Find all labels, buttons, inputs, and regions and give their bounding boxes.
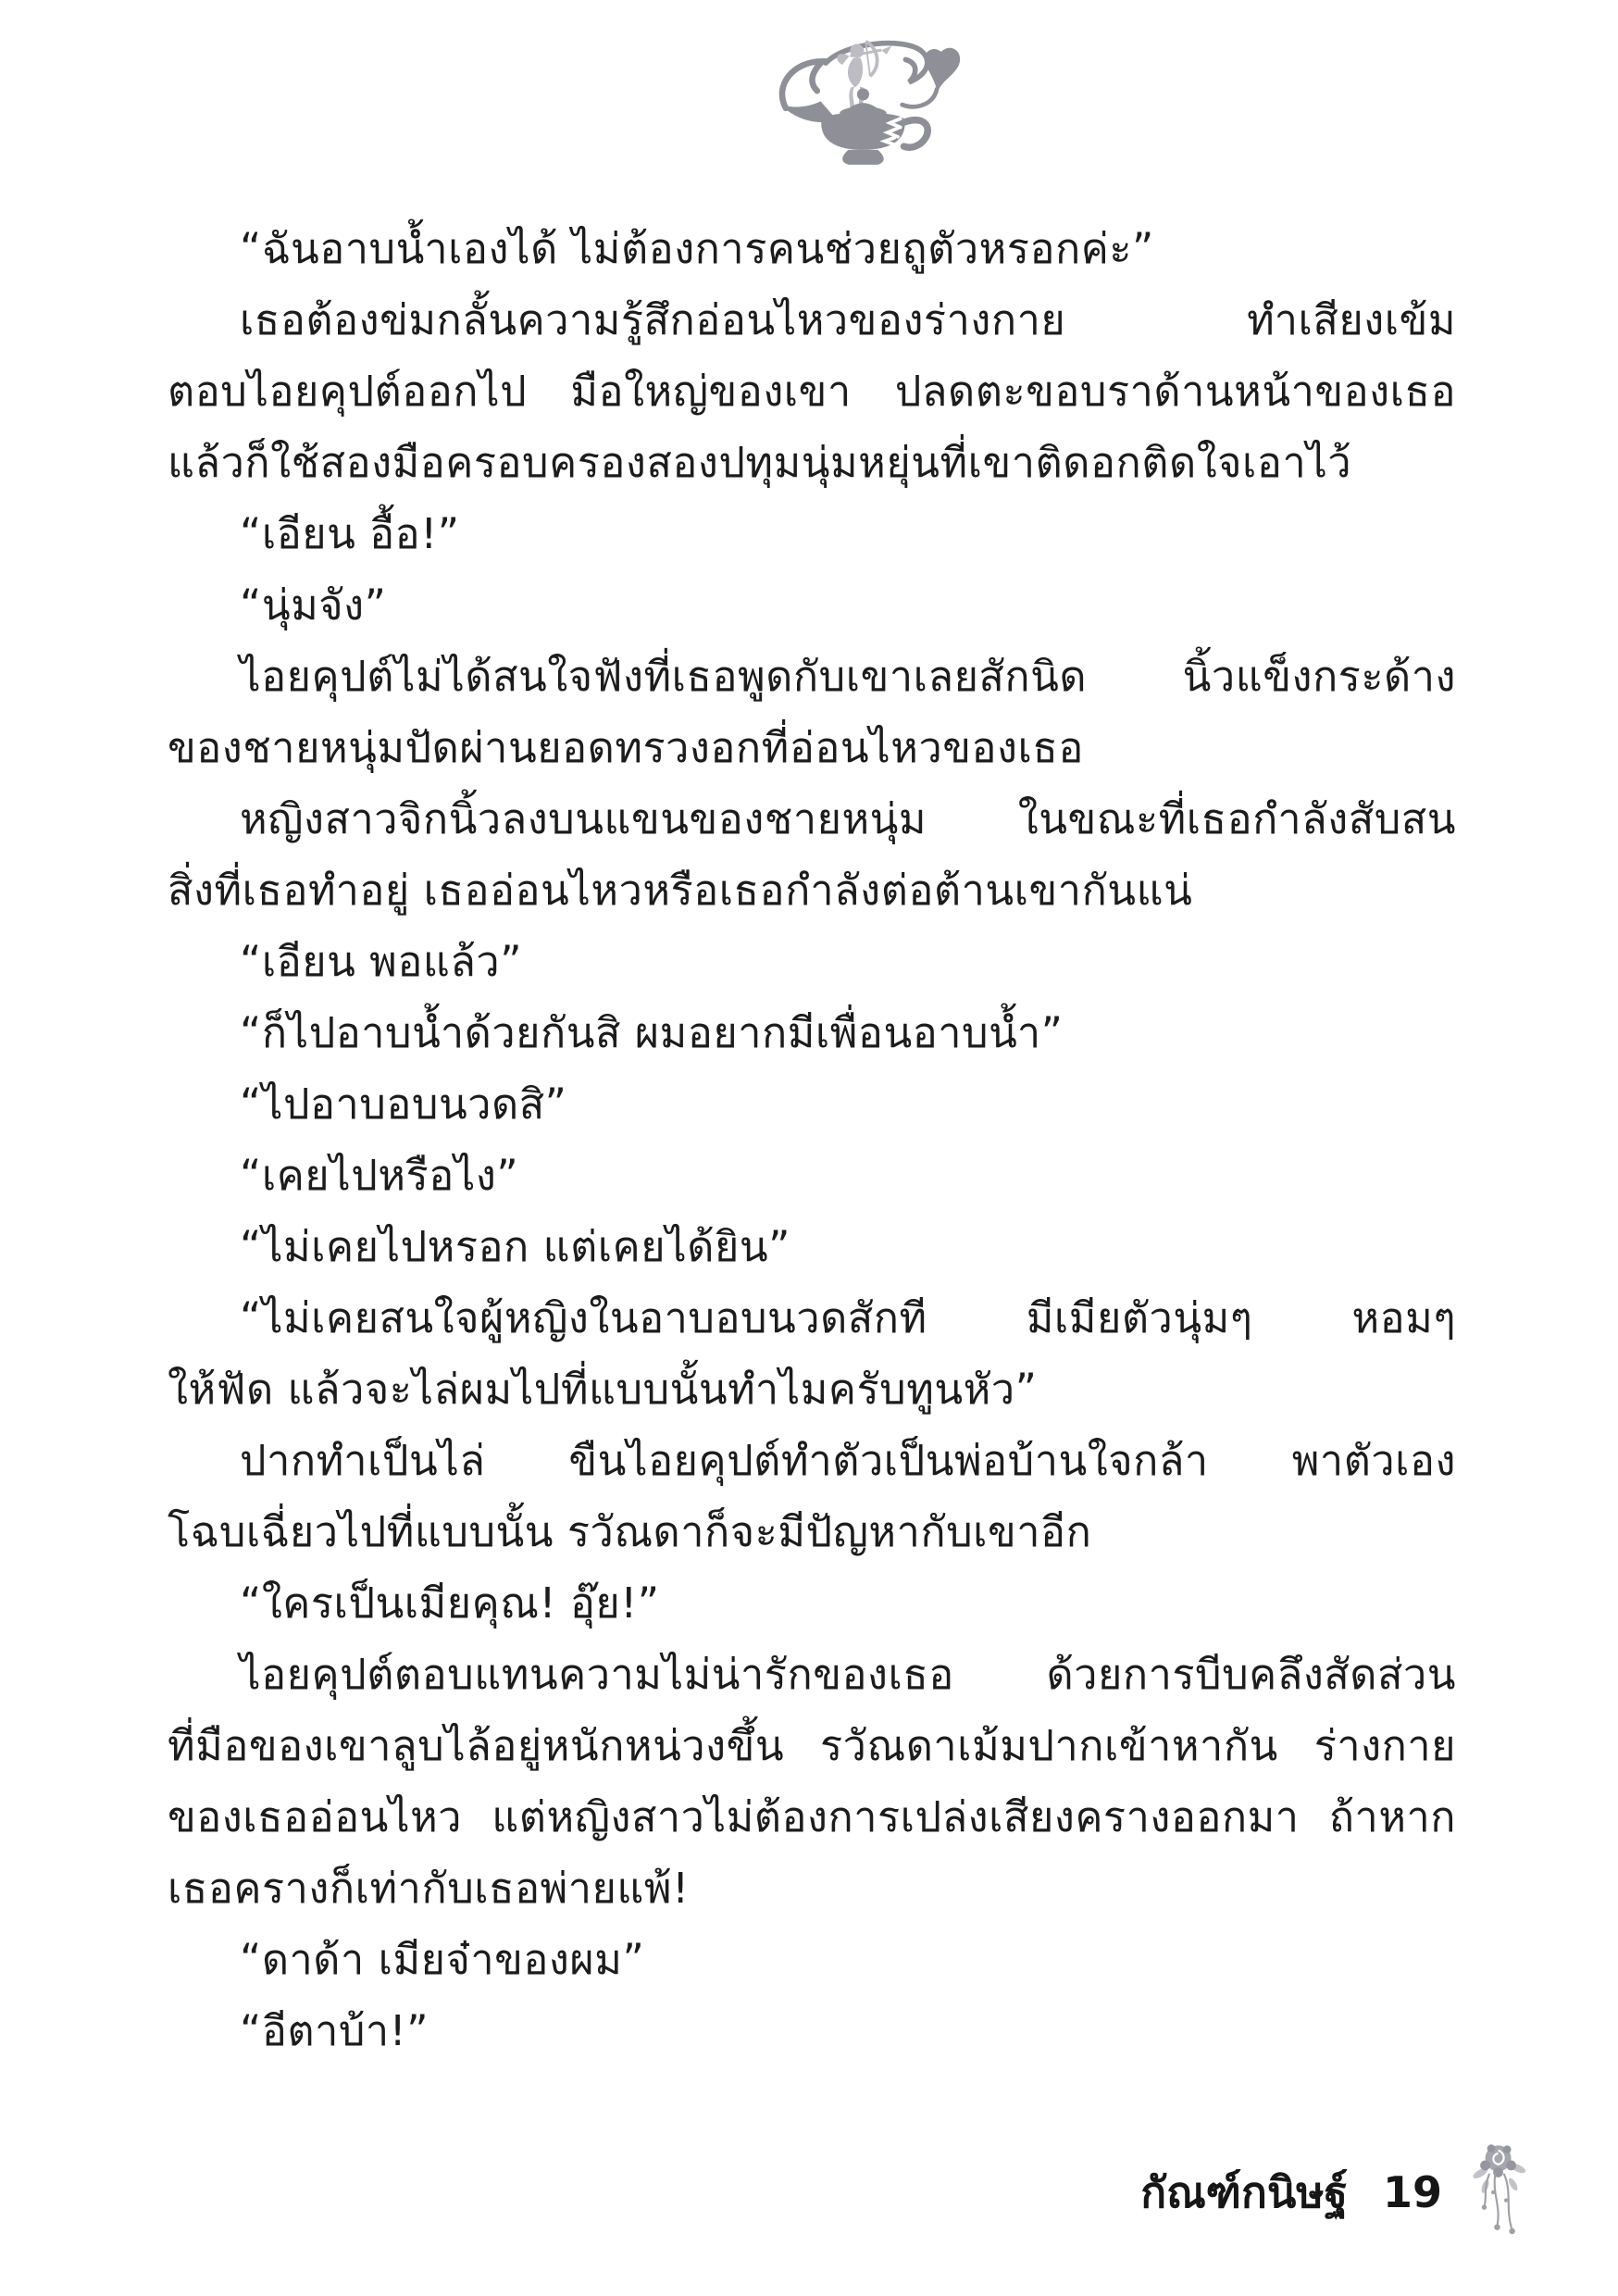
body-line: สิ่งที่เธอทำอยู่ เธออ่อนไหวหรือเธอกำลังต่อต้านเขากันแน่ [168, 866, 1193, 915]
body-line: “ก็ไปอาบน้ำด้วยกันสิ ผมอยากมีเพื่อนอาบน้ำ” [240, 1008, 1064, 1057]
body-line: โฉบเฉี่ยวไปที่แบบนั้น รวัณดาก็จะมีปัญหากับเขาอีก [168, 1507, 1092, 1556]
body-line: “เคยไปหรือไง” [240, 1151, 519, 1200]
body-line: ตอบไอยคุปต์ออกไป มือใหญ่ของเขา ปลดตะขอบราด้านหน้าของเธอ [168, 367, 1456, 416]
body-line: ให้ฟัด แล้วจะไล่ผมไปที่แบบนั้นทำไมครับทูนหัว” [168, 1365, 1038, 1414]
body-line: ปากทำเป็นไล่ ขืนไอยคุปต์ทำตัวเป็นพ่อบ้านใจกล้า พาตัวเอง [240, 1436, 1456, 1485]
page-footer [1140, 2140, 1540, 2244]
footer-text [1140, 2159, 1442, 2227]
body-line: “ใครเป็นเมียคุณ! อุ๊ย!” [240, 1578, 660, 1628]
body-line: “ไม่เคยสนใจผู้หญิงในอาบอบนวดสักที มีเมียตัวนุ่มๆ หอมๆ [240, 1293, 1456, 1342]
body-line: “เอียน พอแล้ว” [240, 937, 523, 986]
body-line: ที่มือของเขาลูบไล้อยู่หนักหน่วงขึ้น รวัณดาเม้มปากเข้าหากัน ร่างกาย [168, 1721, 1456, 1770]
body-line: “เอียน อื้อ!” [240, 509, 460, 558]
body-line: ของชายหนุ่มปัดผ่านยอดทรวงอกที่อ่อนไหวของเธอ [168, 723, 1084, 772]
genie-lamp-cupid-ornament-icon [763, 37, 976, 176]
body-line: เธอต้องข่มกลั้นความรู้สึกอ่อนไหวของร่างกาย ทำเสียงเข้ม [240, 295, 1456, 344]
body-line: “ไปอาบอบนวดสิ” [240, 1079, 567, 1129]
footer-title: กัณฑ์กนิษฐ์ [1140, 2166, 1348, 2217]
body-line: ของเธออ่อนไหว แต่หญิงสาวไม่ต้องการเปล่งเสียงครางออกมา ถ้าหาก [168, 1792, 1456, 1841]
body-line: “ฉันอาบน้ำเองได้ ไม่ต้องการคนช่วยถูตัวหรอกค่ะ” [240, 224, 1154, 273]
body-line: ไอยคุปต์ไม่ได้สนใจฟังที่เธอพูดกับเขาเลยสักนิด นิ้วแข็งกระด้าง [240, 652, 1456, 701]
body-line: “อีตาบ้า!” [240, 2006, 429, 2055]
flower-bouquet-icon [1468, 2140, 1540, 2244]
body-line: “นุ่มจัง” [240, 580, 387, 630]
body-line: ไอยคุปต์ตอบแทนความไม่น่ารักของเธอ ด้วยการบีบคลึงสัดส่วน [240, 1650, 1456, 1699]
page-number: 19 [1382, 2166, 1442, 2217]
body-line: เธอครางก็เท่ากับเธอพ่ายแพ้! [168, 1864, 690, 1913]
body-line: “ดาด้า เมียจ๋าของผม” [240, 1935, 645, 1984]
text-block [168, 213, 1456, 2066]
body-line: “ไม่เคยไปหรอก แต่เคยได้ยิน” [240, 1222, 790, 1271]
body-line: หญิงสาวจิกนิ้วลงบนแขนของชายหนุ่ม ในขณะที่เธอกำลังสับสน [240, 794, 1456, 843]
body-line: แล้วก็ใช้สองมือครอบครองสองปทุมนุ่มหยุ่นที่เขาติดอกติดใจเอาไว้ [168, 438, 1352, 487]
